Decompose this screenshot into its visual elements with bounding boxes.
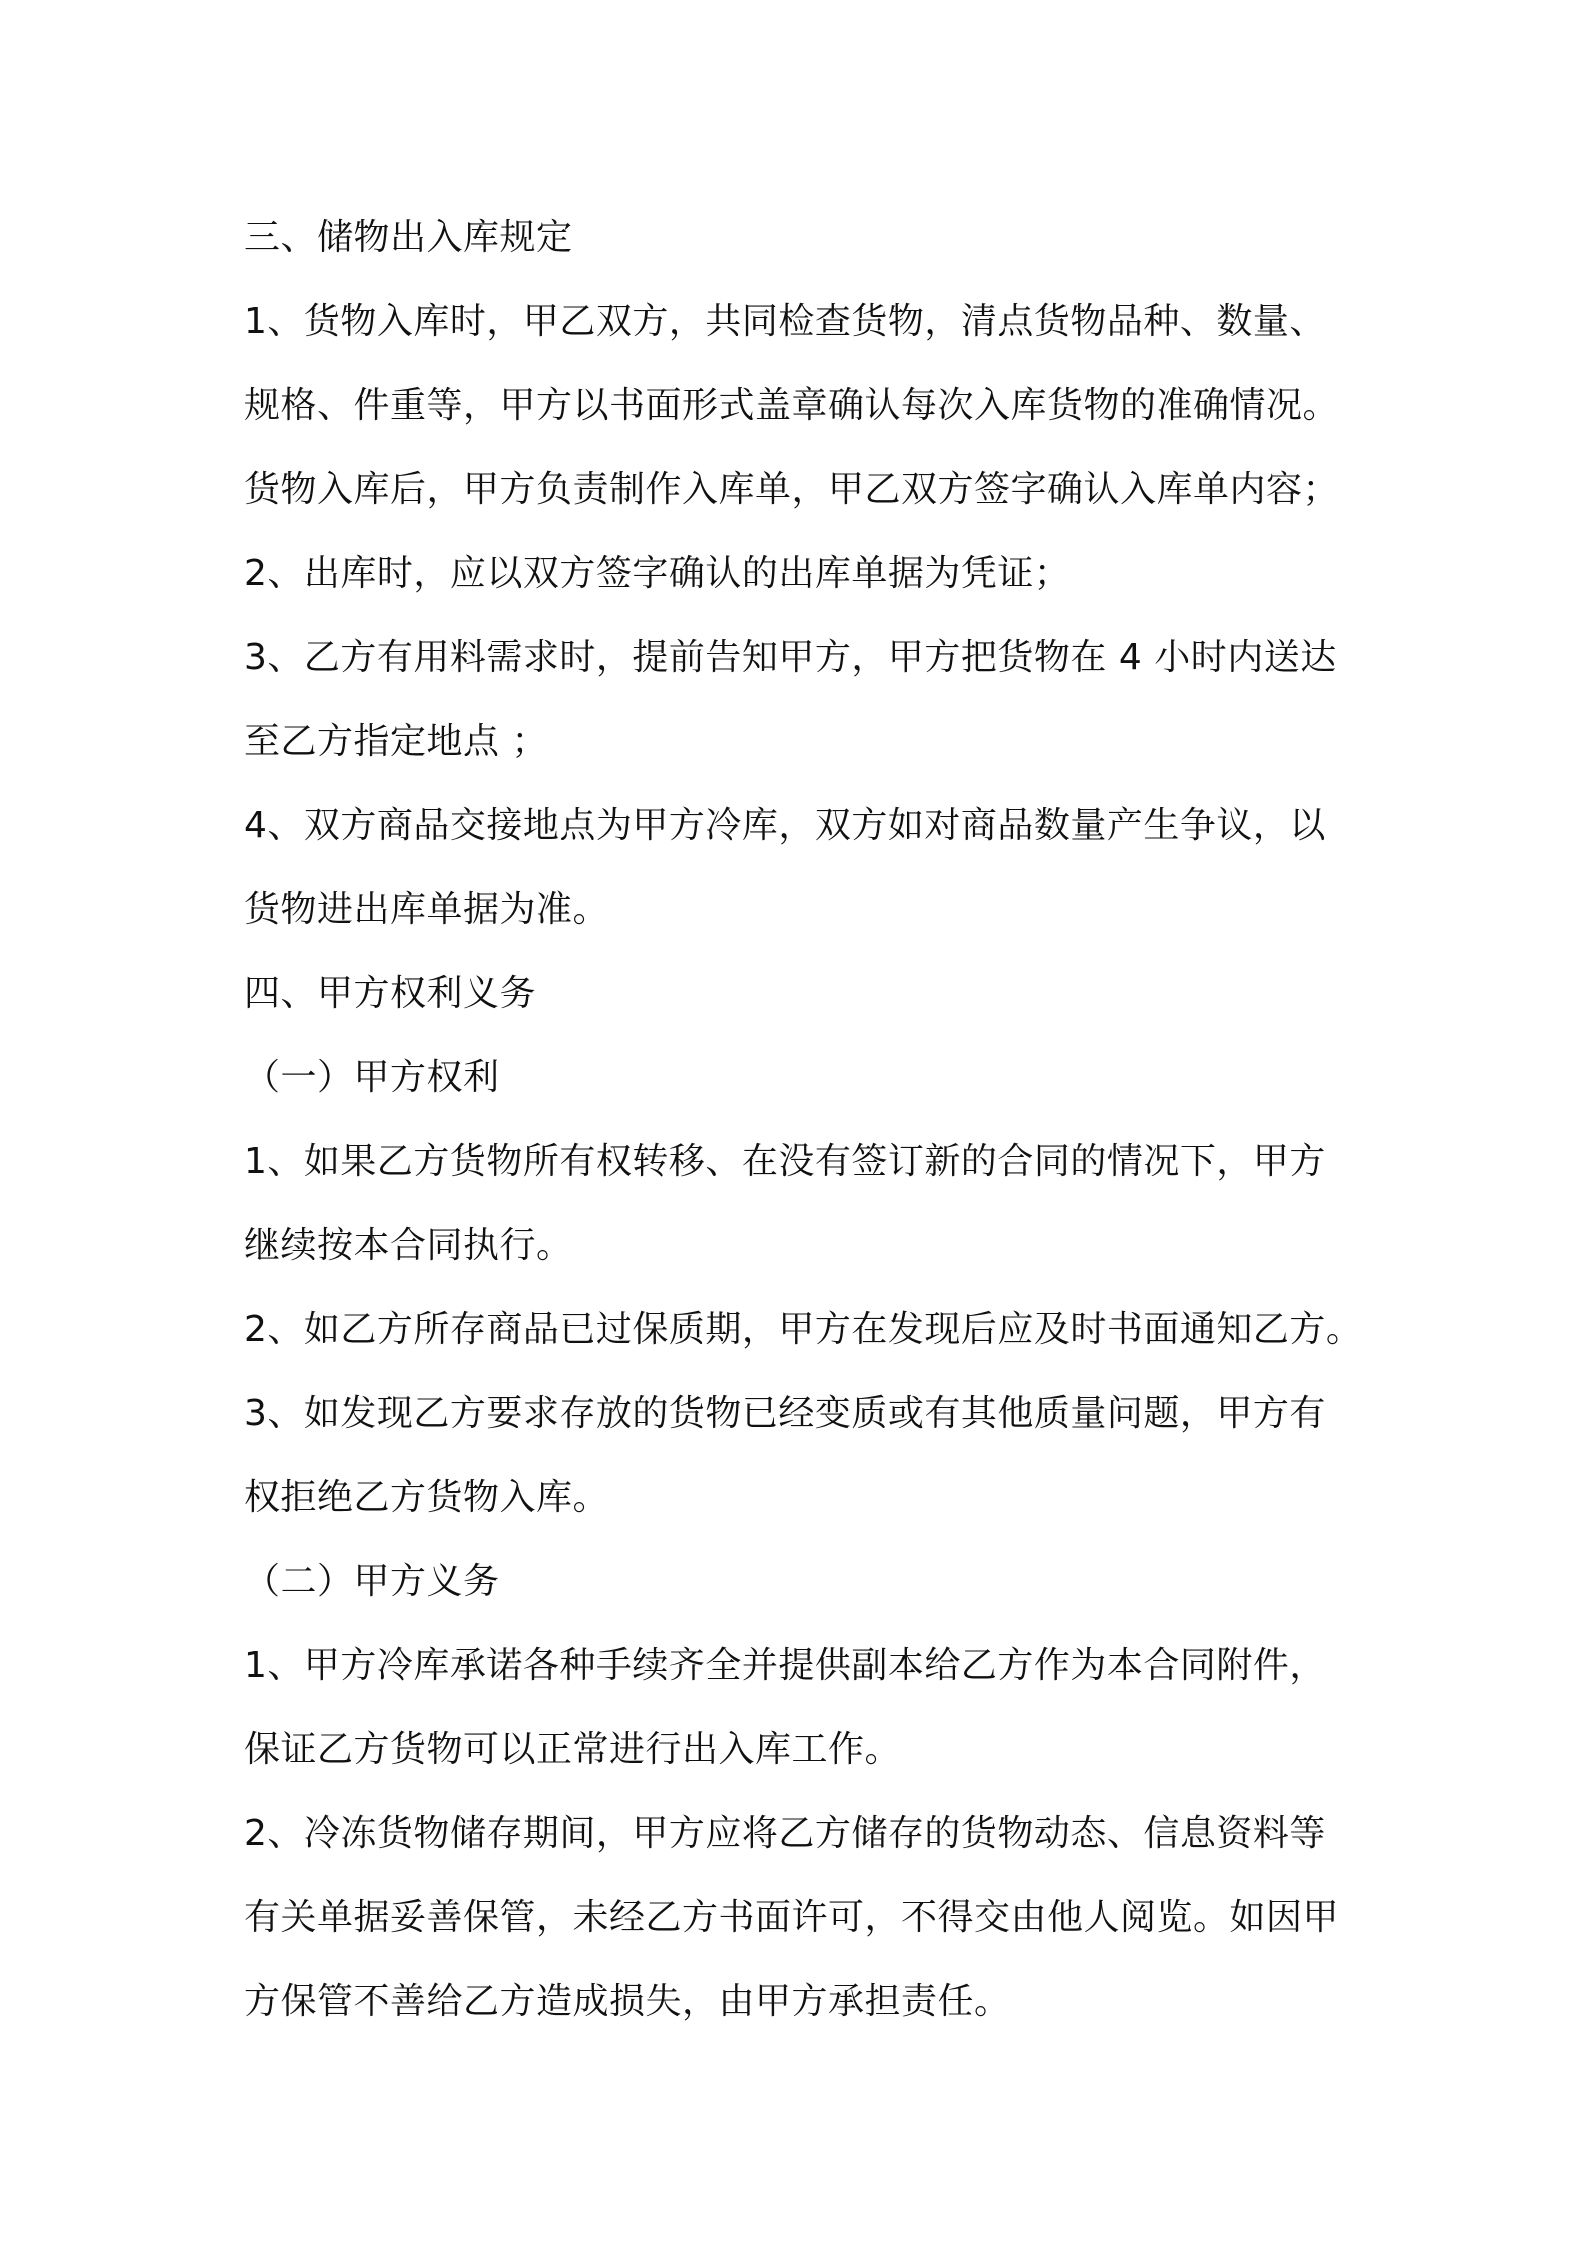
paragraph-line: 权拒绝乙方货物入库。 xyxy=(244,1477,610,1518)
paragraph-line: 2、如乙方所存商品已过保质期，甲方在发现后应及时书面通知乙方。 xyxy=(244,1309,1363,1350)
paragraph-line: 1、如果乙方货物所有权转移、在没有签订新的合同的情况下，甲方 xyxy=(244,1141,1326,1182)
paragraph-line: 2、出库时，应以双方签字确认的出库单据为凭证； xyxy=(244,553,1071,594)
paragraph-line: 方保管不善给乙方造成损失，由甲方承担责任。 xyxy=(244,1981,1011,2022)
section-heading-4: 四、甲方权利义务 xyxy=(244,973,537,1014)
subsection-heading-obligations: （二）甲方义务 xyxy=(244,1561,500,1602)
paragraph-line: 货物入库后，甲方负责制作入库单，甲乙双方签字确认入库单内容； xyxy=(244,469,1340,510)
paragraph-line: 货物进出库单据为准。 xyxy=(244,889,610,930)
section-heading-3: 三、储物出入库规定 xyxy=(244,217,573,258)
paragraph-line: 保证乙方货物可以正常进行出入库工作。 xyxy=(244,1729,902,1770)
paragraph-line: 2、冷冻货物储存期间，甲方应将乙方储存的货物动态、信息资料等 xyxy=(244,1813,1326,1854)
document-body xyxy=(244,196,1374,2044)
paragraph-line: 继续按本合同执行。 xyxy=(244,1225,573,1266)
paragraph-line: 3、如发现乙方要求存放的货物已经变质或有其他质量问题，甲方有 xyxy=(244,1393,1326,1434)
paragraph-line: 有关单据妥善保管，未经乙方书面许可，不得交由他人阅览。如因甲 xyxy=(244,1897,1340,1938)
paragraph-line: 1、甲方冷库承诺各种手续齐全并提供副本给乙方作为本合同附件， xyxy=(244,1645,1326,1686)
paragraph-line: 3、乙方有用料需求时，提前告知甲方，甲方把货物在 4 小时内送达 xyxy=(244,637,1337,678)
paragraph-line: 1、货物入库时，甲乙双方，共同检查货物，清点货物品种、数量、 xyxy=(244,301,1326,342)
paragraph-line: 至乙方指定地点 ； xyxy=(244,721,548,762)
paragraph-line: 4、双方商品交接地点为甲方冷库，双方如对商品数量产生争议，以 xyxy=(244,805,1326,846)
subsection-heading-rights: （一）甲方权利 xyxy=(244,1057,500,1098)
paragraph-line: 规格、件重等，甲方以书面形式盖章确认每次入库货物的准确情况。 xyxy=(244,385,1340,426)
